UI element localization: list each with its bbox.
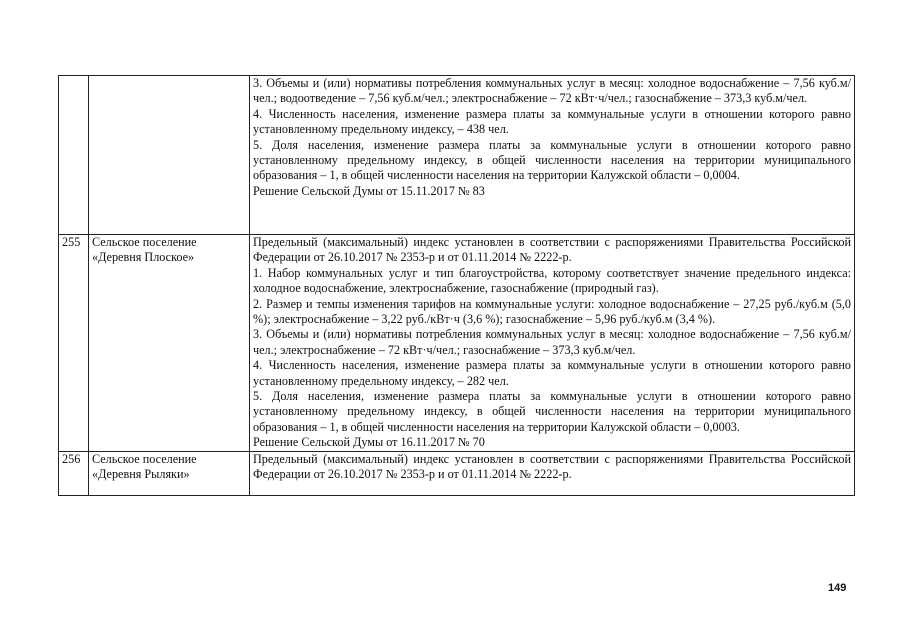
row-number-cell: 255: [59, 235, 89, 452]
details-cell: [250, 235, 855, 452]
table-row: [59, 76, 855, 235]
row-number-cell: 256: [59, 451, 89, 495]
settlement-name-cell: [89, 451, 250, 495]
page-number: 149: [828, 582, 847, 594]
paragraph: 3. Объемы и (или) нормативы потребления коммунальных услуг в месяц: холодное водоснабжение – 7,56 куб.м/чел.; водоотведение – 7,56 куб.м/чел.; электроснабжение – 72 кВт·ч/чел.; газоснабжение – 373,3 куб.м/чел.: [253, 76, 851, 106]
details-cell: [250, 451, 855, 495]
paragraph: 1. Набор коммунальных услуг и тип благоустройства, которому соответствует значение предельного индекса: холодное водоснабжение, электроснабжение, газоснабжение (природный газ).: [253, 265, 851, 296]
table-row: [59, 235, 855, 452]
table-row: [59, 451, 855, 495]
paragraph: 4. Численность населения, изменение размера платы за коммунальные услуги в отношении которого равно установленному предельному индексу, – 282 чел.: [253, 358, 851, 388]
settlement-name-line: «Деревня Плоское»: [92, 250, 195, 265]
settlement-name-line: Сельское поселение: [92, 451, 197, 466]
settlement-name-line: Сельское поселение: [92, 235, 197, 249]
paragraph: Предельный (максимальный) индекс установлен в соответствии с распоряжениями Правительства Российской Федерации от 26.10.2017 № 2353-р и от 01.11.2014 № 2222-р.: [253, 235, 851, 265]
decision-reference: Решение Сельской Думы от 16.11.2017 № 70: [253, 435, 485, 450]
paragraph: 3. Объемы и (или) нормативы потребления коммунальных услуг в месяц: холодное водоснабжение – 7,56 куб.м/чел.; электроснабжение – 72 кВт·ч/чел.; газоснабжение – 373,3 куб.м/чел.: [253, 327, 851, 357]
settlement-name-cell: [89, 235, 250, 452]
document-table: [58, 75, 855, 496]
decision-reference: Решение Сельской Думы от 15.11.2017 № 83: [253, 183, 485, 198]
details-cell: [250, 76, 855, 235]
settlement-name-line: «Деревня Рыляки»: [92, 467, 190, 482]
paragraph: Предельный (максимальный) индекс установлен в соответствии с распоряжениями Правительства Российской Федерации от 26.10.2017 № 2353-р и от 01.11.2014 № 2222-р.: [253, 451, 851, 482]
paragraph: 5. Доля населения, изменение размера платы за коммунальные услуги в отношении которого равно установленному предельному индексу, в общей численности населения на территории муниципального образования – 1, в общей численности населения на территории Калужской области – 0,0003.: [253, 389, 851, 434]
paragraph: 5. Доля населения, изменение размера платы за коммунальные услуги в отношении которого равно установленному предельному индексу, в общей численности населения на территории муниципального образования – 1, в общей численности населения на территории Калужской области – 0,0004.: [253, 137, 851, 183]
settlement-name-cell: [89, 76, 250, 235]
paragraph: 2. Размер и темпы изменения тарифов на коммунальные услуги: холодное водоснабжение – 27,25 руб./куб.м (5,0 %); электроснабжение – 3,22 руб./кВт·ч (3,6 %); газоснабжение – 5,96 руб./куб.м (3,4 %).: [253, 296, 851, 327]
paragraph: 4. Численность населения, изменение размера платы за коммунальные услуги в отношении которого равно установленному предельному индексу, – 438 чел.: [253, 106, 851, 137]
row-number-cell: [59, 76, 89, 235]
